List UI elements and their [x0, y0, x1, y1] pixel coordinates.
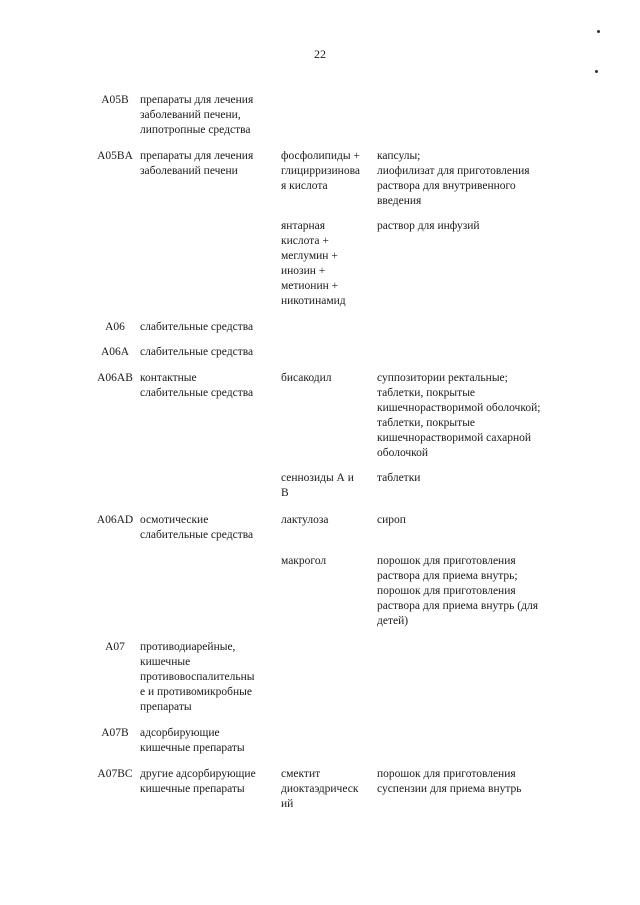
group-name: противодиарейные, кишечные противовоспалительны е и противомикробные препараты: [140, 641, 255, 713]
dosage-form: порошок для приготовления раствора для приема внутрь; порошок для приготовления раствора для приема внутрь (для детей): [377, 555, 538, 627]
dosage-form: сироп: [377, 514, 406, 526]
group-name: препараты для лечения заболеваний печени, липотропные средства: [140, 94, 254, 136]
dosage-form: порошок для приготовления суспензии для приема внутрь: [377, 768, 522, 795]
group-name: другие адсорбирующие кишечные препараты: [140, 768, 256, 795]
group-name: препараты для лечения заболеваний печени: [140, 150, 254, 177]
group-name: контактные слабительные средства: [140, 372, 254, 399]
substance-name: лактулоза: [281, 514, 329, 526]
scan-speck: [597, 30, 600, 33]
dosage-form: суппозитории ректальные; таблетки, покрытые кишечнорастворимой оболочкой; таблетки, покрытые кишечнорастворимой сахарной оболочкой: [377, 372, 541, 459]
atc-code: A05BA: [97, 150, 133, 162]
atc-code: A06: [105, 321, 125, 333]
substance-name: бисакодил: [281, 372, 332, 384]
substance-name: макрогол: [281, 555, 327, 567]
atc-code: A06A: [100, 346, 130, 358]
substance-name: янтарная кислота + меглумин + инозин + метионин + никотинамид: [281, 220, 346, 307]
substance-name: фосфолипиды + глицирризинова я кислота: [281, 150, 360, 192]
dosage-form: таблетки: [377, 472, 421, 484]
atc-code: A05B: [101, 94, 129, 106]
group-name: осмотические слабительные средства: [140, 514, 254, 541]
atc-code: A07BC: [97, 768, 133, 780]
dosage-form: капсулы; лиофилизат для приготовления раствора для внутривенного введения: [377, 150, 530, 207]
atc-code: A07B: [101, 727, 129, 739]
substance-name: смектит диоктаэдрическ ий: [281, 768, 359, 810]
group-name: адсорбирующие кишечные препараты: [140, 727, 245, 754]
scan-speck: [595, 70, 598, 73]
atc-code: A06AD: [96, 514, 134, 526]
page-number: 22: [314, 47, 326, 61]
atc-code: A06AB: [97, 372, 133, 384]
group-name: слабительные средства: [140, 321, 254, 333]
substance-name: сеннозиды А и В: [281, 472, 354, 499]
dosage-form: раствор для инфузий: [377, 220, 480, 232]
group-name: слабительные средства: [140, 346, 254, 358]
atc-code: A07: [105, 641, 125, 653]
